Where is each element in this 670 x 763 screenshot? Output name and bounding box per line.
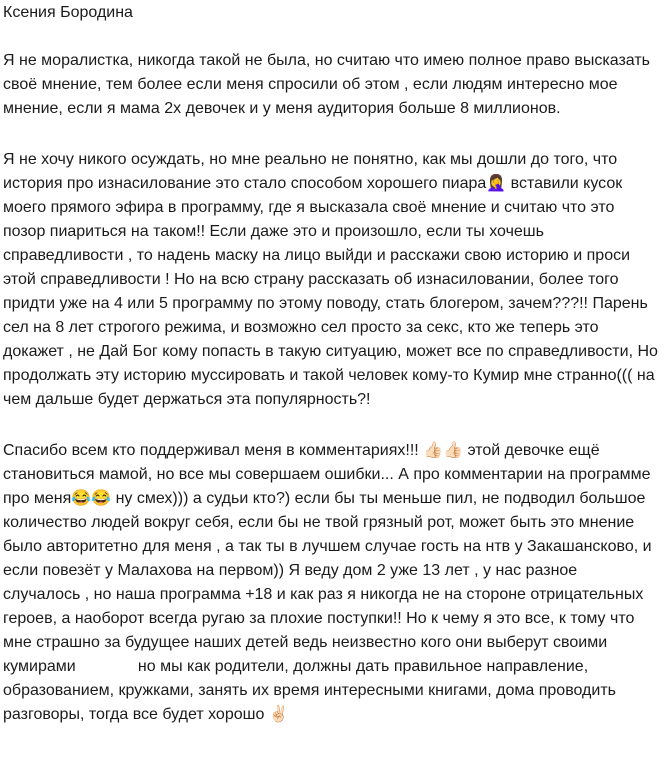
post-author: Ксения Бородина bbox=[3, 4, 133, 21]
post-paragraph: Я не хочу никого осуждать, но мне реально не понятно, как мы дошли до того, что история про изнасилование это стало способом хорошего пиара🤦‍♀️ вставили кусок моего прямого эфира в программу, где я высказала своё мнение и считаю что это позор пиариться на таком!! Если даже это и произошло, если ты хочешь справедливости , то надень маску на лицо выйди и расскажи свою историю и проси этой справедливости ! Но на всю страну рассказать об изнасиловании, более того придти уже на 4 или 5 программу по этому поводу, стать блогером, зачем???!! Парень сел на 8 лет строгого режима, и возможно сел просто за секс, кто же теперь это докажет , не Дай Бог кому попасть в такую ситуацию, может все по справедливости, Но продолжать эту историю муссировать и такой человек кому-то Кумир мне странно((( на чем дальше будет держаться эта популярность?! bbox=[3, 151, 663, 408]
post-paragraph: Спасибо всем кто поддерживал меня в комментариях!!! 👍🏻👍🏻 этой девочке ещё становиться мамой, но все мы совершаем ошибки... А про комментарии на программе про меня😂😂 ну смех))) а судьи кто?) если бы ты меньше пил, не подводил большое количество людей вокруг себя, если бы не твой грязный рот, может быть это мнение было авторитетно для меня , а так ты в лучшем случае гость на нтв у Закашансково, и если повезёт у Малахова на первом)) Я веду дом 2 уже 13 лет , у нас разное случалось , но наша программа +18 и как раз я никогда не на стороне отрицательных героев, а наоборот всегда ругаю за плохие поступки!! Но к чему я это все, к тому что мне страшно за будущее наших детей ведь неизвестно кого они выберут своими кумирами но мы как родители, должны дать правильное направление, образованием, кружками, занять их время интересными книгами, дома проводить разговоры, тогда все будет хорошо ✌🏻 bbox=[3, 442, 656, 723]
post-paragraph: Я не моралистка, никогда такой не была, но считаю что имею полное право высказать своё мнение, тем более если меня спросили об этом , если людям интересно мое мнение, если я мама 2х девочек и у меня аудитория больше 8 миллионов. bbox=[3, 52, 655, 117]
